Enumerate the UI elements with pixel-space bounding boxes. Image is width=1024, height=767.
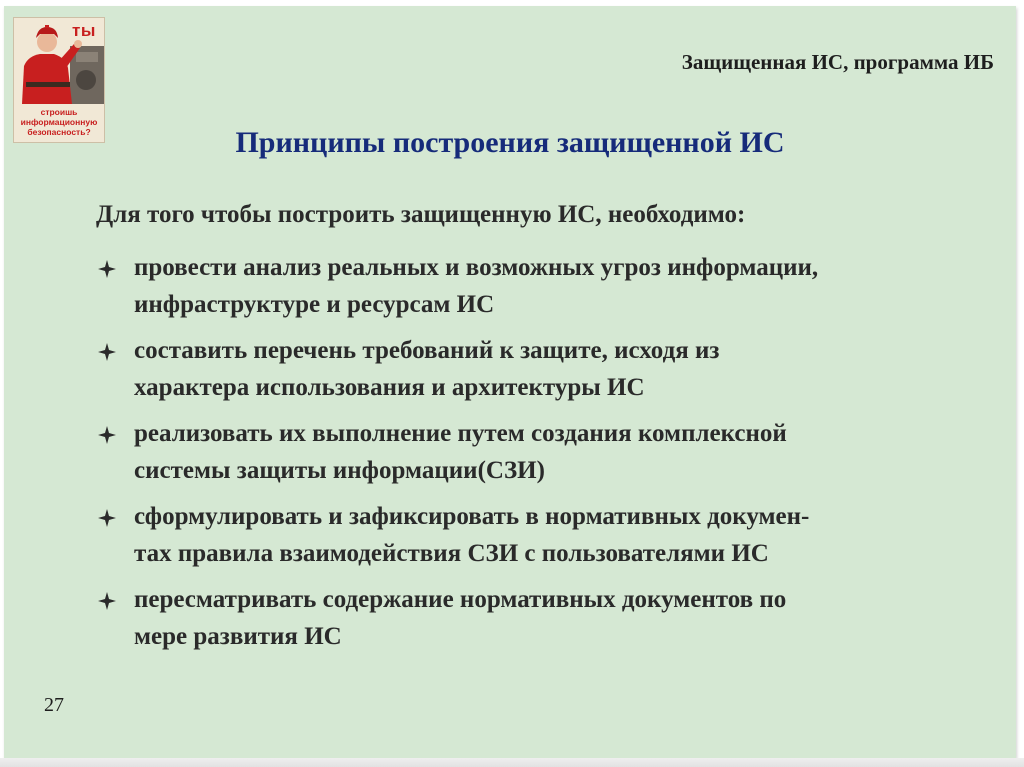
page-number: 27: [44, 694, 64, 716]
list-item: [96, 415, 976, 489]
list-item: [96, 498, 976, 572]
diamond-bullet-icon: [98, 426, 116, 444]
list-item: [96, 581, 976, 655]
diamond-bullet-icon: [98, 592, 116, 610]
list-item-line: составить перечень требований к защите, исходя из: [134, 337, 720, 364]
poster-word: ты: [72, 21, 96, 40]
diamond-bullet-icon: [98, 509, 116, 527]
list-item: [96, 332, 976, 406]
slide-title: Принципы построения защищенной ИС: [235, 126, 785, 159]
list-item-line: тах правила взаимодействия СЗИ с пользователями ИС: [134, 540, 769, 567]
diamond-bullet-icon: [98, 260, 116, 278]
poster-caption-line: информационную: [20, 117, 98, 127]
poster-caption-line: безопасность?: [27, 127, 91, 137]
slide: [4, 6, 1016, 758]
list-item-line: реализовать их выполнение путем создания комплексной: [134, 420, 787, 447]
diamond-bullet-icon: [98, 343, 116, 361]
bullet-list: [96, 249, 976, 664]
list-item-line: мере развития ИС: [134, 623, 342, 650]
intro-text: Для того чтобы построить защищенную ИС, необходимо:: [96, 201, 746, 228]
bottom-strip: [0, 758, 1024, 767]
header-title: Защищенная ИС, программа ИБ: [681, 50, 994, 74]
list-item-line: сформулировать и зафиксировать в нормативных докумен-: [134, 503, 810, 530]
list-item-line: пересматривать содержание нормативных документов по: [134, 586, 787, 613]
list-item-line: инфраструктуре и ресурсам ИС: [134, 291, 495, 318]
list-item-line: системы защиты информации(СЗИ): [134, 457, 545, 484]
list-item-line: провести анализ реальных и возможных угроз информации,: [134, 254, 819, 281]
poster-caption-line: строишь: [40, 107, 78, 117]
poster-image: [13, 17, 105, 143]
list-item: [96, 249, 976, 323]
list-item-line: характера использования и архитектуры ИС: [134, 374, 645, 401]
